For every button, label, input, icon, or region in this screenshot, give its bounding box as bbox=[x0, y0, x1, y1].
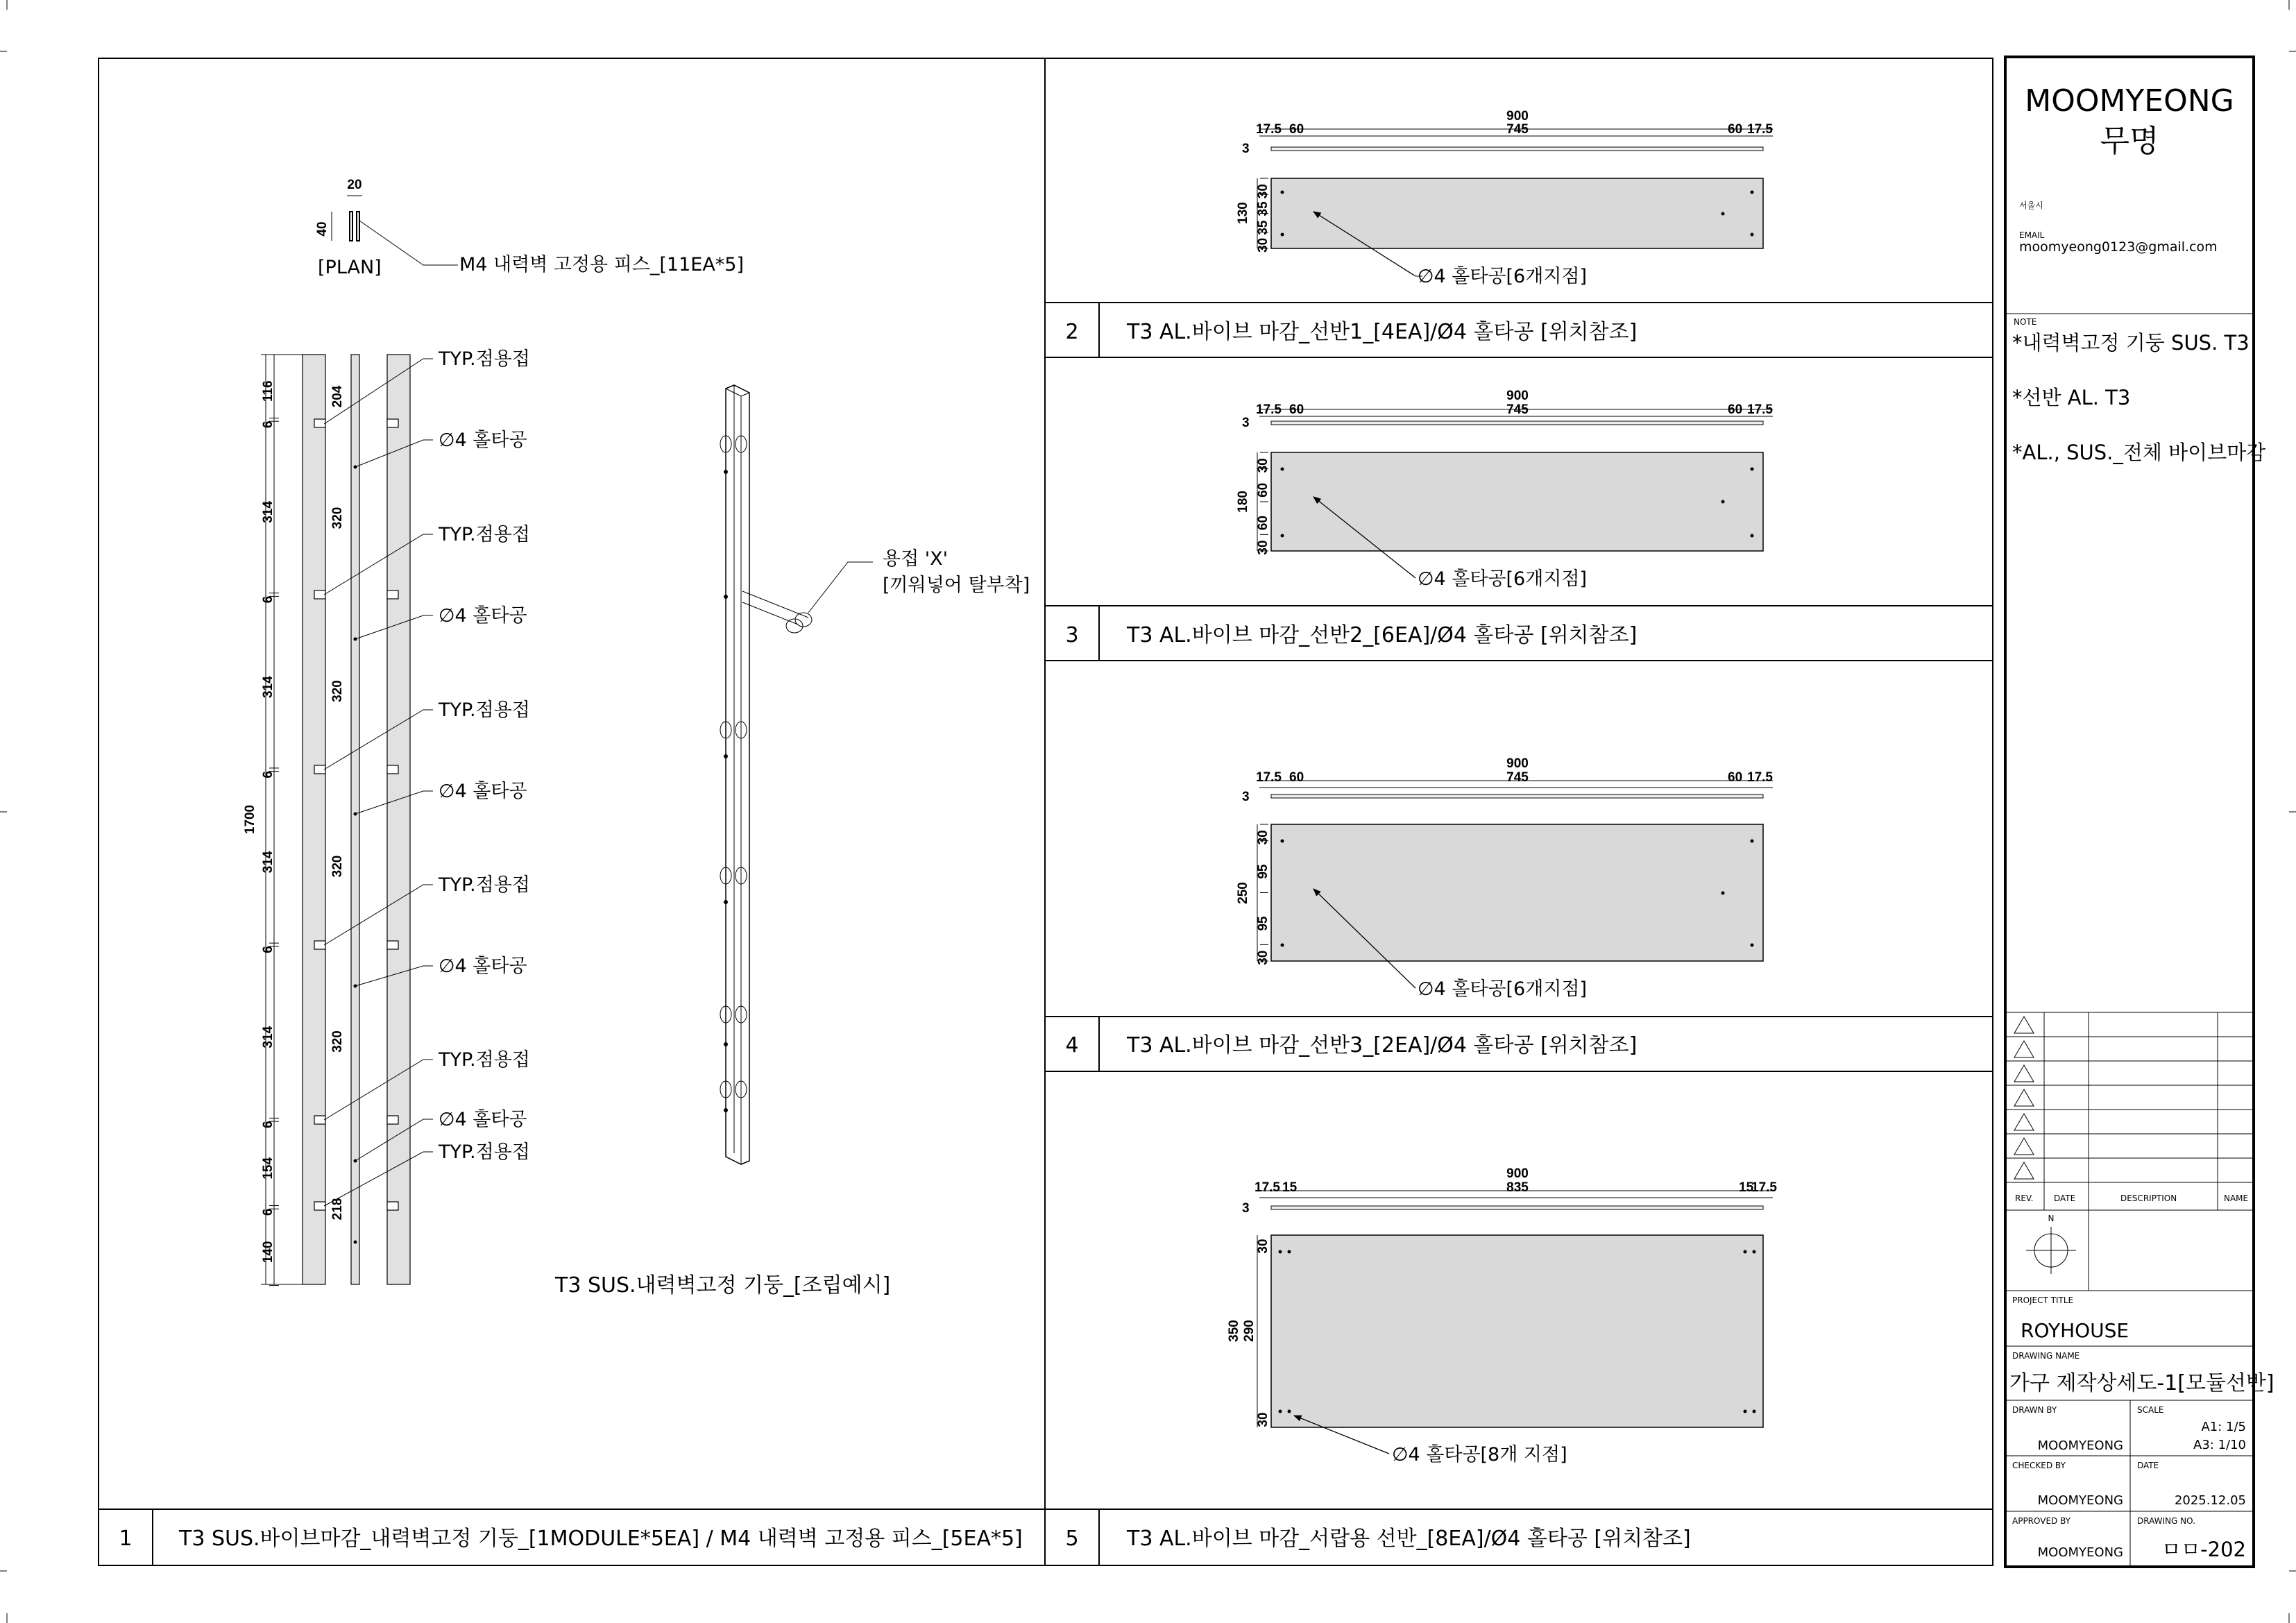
callout-2: TYP.점용접 bbox=[439, 524, 530, 545]
d5-dim-17b: 17.5 bbox=[1751, 1180, 1777, 1195]
north-label: N bbox=[2048, 1214, 2055, 1223]
callout-3: ∅4 홀타공 bbox=[439, 605, 527, 627]
title-block bbox=[2005, 83, 2274, 1567]
callout-5: ∅4 홀타공 bbox=[439, 781, 527, 802]
detail-3-number: 3 bbox=[1065, 623, 1079, 647]
detail3-side-dim-1: 60 bbox=[1256, 482, 1270, 498]
approved-by-label: APPROVED BY bbox=[2012, 1516, 2071, 1526]
drawing-no: ㅁㅁ-202 bbox=[2161, 1538, 2246, 1561]
detail-1-number: 1 bbox=[119, 1527, 133, 1551]
mid-dim-5: 218 bbox=[330, 1198, 345, 1221]
d2-dim-60: 60 bbox=[1289, 122, 1304, 137]
detail-2 bbox=[1065, 109, 1773, 344]
detail-3-title: T3 AL.바이브 마감_선반2_[6EA]/Ø4 홀타공 [위치참조] bbox=[1127, 623, 1638, 647]
d5-inner-height: 290 bbox=[1242, 1320, 1257, 1342]
checked-by-label: CHECKED BY bbox=[2012, 1461, 2066, 1470]
left-dim-11: 6 bbox=[261, 1208, 275, 1216]
detail-4-title: T3 AL.바이브 마감_선반3_[2EA]/Ø4 홀타공 [위치참조] bbox=[1127, 1033, 1638, 1057]
north-arrow bbox=[2026, 1210, 2089, 1291]
detail2-side-dim-1: 35 bbox=[1256, 201, 1270, 216]
assembly-example bbox=[554, 385, 1030, 1298]
d4-dim-17: 17.5 bbox=[1256, 770, 1282, 785]
note-3: *AL., SUS._전체 바이브마감 bbox=[2012, 441, 2266, 464]
callout-8: TYP.점용접 bbox=[439, 1049, 530, 1071]
rev-header: REV. bbox=[2015, 1193, 2034, 1203]
project-title-label: PROJECT TITLE bbox=[2012, 1295, 2074, 1305]
d3-dim-60: 60 bbox=[1289, 402, 1304, 417]
drawing-name-label: DRAWING NAME bbox=[2012, 1351, 2080, 1361]
detail4-side-dim-2: 95 bbox=[1256, 916, 1270, 931]
date-value: 2025.12.05 bbox=[2174, 1493, 2246, 1508]
detail5-side-dim-1: 30 bbox=[1256, 1412, 1270, 1427]
left-dim-1: 6 bbox=[261, 420, 275, 429]
address: 서울시 bbox=[2019, 201, 2043, 210]
d5-dim-17: 17.5 bbox=[1255, 1180, 1280, 1195]
d5-dim-835: 835 bbox=[1506, 1180, 1529, 1195]
detail-5 bbox=[1065, 1166, 1777, 1551]
d3-dim-900: 900 bbox=[1506, 389, 1529, 403]
detail5-side-dim-0: 30 bbox=[1256, 1239, 1270, 1254]
revision-table bbox=[2005, 1012, 2254, 1210]
left-dim-6: 314 bbox=[261, 851, 275, 874]
d4-height: 250 bbox=[1236, 882, 1250, 904]
mid-dim-0: 204 bbox=[330, 385, 345, 408]
weld-callout-2: [끼워넣어 탈부착] bbox=[883, 575, 1030, 596]
d2-dim-17b: 17.5 bbox=[1747, 122, 1773, 137]
drawing-no-label: DRAWING NO. bbox=[2137, 1516, 2195, 1526]
drawn-by-label: DRAWN BY bbox=[2012, 1405, 2057, 1415]
detail-1-title: T3 SUS.바이브마감_내력벽고정 기둥_[1MODULE*5EA] / M4 내력벽 고정용 피스_[5EA*5] bbox=[179, 1527, 1023, 1551]
d4-dim-900: 900 bbox=[1506, 756, 1529, 771]
d5-dim-15b: 15 bbox=[1739, 1180, 1754, 1195]
mid-dim-2: 320 bbox=[330, 680, 345, 702]
d3-height: 180 bbox=[1236, 491, 1250, 513]
d4-dim-745: 745 bbox=[1506, 770, 1529, 785]
left-dim-12: 140 bbox=[261, 1241, 275, 1264]
company-name-en: MOOMYEONG bbox=[2025, 83, 2234, 119]
detail4-side-dim-0: 30 bbox=[1256, 830, 1270, 845]
approved-by: MOOMYEONG bbox=[2037, 1545, 2123, 1560]
shelf-side-dimensions bbox=[1256, 178, 1270, 1427]
left-dim-3: 6 bbox=[261, 595, 275, 604]
mid-dim-1: 320 bbox=[330, 507, 345, 529]
left-dim-8: 314 bbox=[261, 1026, 275, 1048]
d5-hole-callout: ∅4 홀타공[8개 지점] bbox=[1392, 1444, 1567, 1465]
scale-label: SCALE bbox=[2137, 1405, 2164, 1415]
d2-dim-900: 900 bbox=[1506, 109, 1529, 124]
date-label: DATE bbox=[2137, 1461, 2159, 1470]
left-dim-2: 314 bbox=[261, 501, 275, 523]
d3-dim-17: 17.5 bbox=[1256, 402, 1282, 417]
note-label: NOTE bbox=[2014, 317, 2037, 327]
drawing-name: 가구 제작상세도-1[모듈선반] bbox=[2009, 1371, 2274, 1395]
d3-dim-745: 745 bbox=[1506, 402, 1529, 417]
callout-1: ∅4 홀타공 bbox=[439, 430, 527, 451]
detail2-side-dim-2: 35 bbox=[1256, 220, 1270, 235]
detail4-side-dim-3: 30 bbox=[1256, 950, 1270, 965]
screw-callout: M4 내력벽 고정용 피스_[11EA*5] bbox=[459, 254, 745, 275]
description-header: DESCRIPTION bbox=[2120, 1193, 2177, 1203]
d4-dim-17b: 17.5 bbox=[1747, 770, 1773, 785]
left-dim-0: 116 bbox=[261, 380, 275, 402]
note-1: *내력벽고정 기둥 SUS. T3 bbox=[2012, 331, 2250, 355]
plan-label: [PLAN] bbox=[318, 257, 382, 278]
sheet-frame bbox=[99, 57, 2254, 1567]
d4-dim-60b: 60 bbox=[1728, 770, 1743, 785]
email: moomyeong0123@gmail.com bbox=[2019, 239, 2218, 255]
scale-a1: A1: 1/5 bbox=[2201, 1420, 2246, 1434]
d4-hole-callout: ∅4 홀타공[6개지점] bbox=[1418, 978, 1588, 1000]
d5-dim-15: 15 bbox=[1282, 1180, 1298, 1195]
d2-hole-callout: ∅4 홀타공[6개지점] bbox=[1418, 266, 1588, 287]
plan-dim-width: 20 bbox=[347, 178, 362, 192]
d3-thk: 3 bbox=[1242, 416, 1250, 430]
detail-1-title-row bbox=[99, 1509, 1045, 1565]
left-dim-4: 314 bbox=[261, 676, 275, 699]
callout-9: ∅4 홀타공 bbox=[439, 1109, 527, 1130]
d4-dim-60: 60 bbox=[1289, 770, 1304, 785]
detail-5-number: 5 bbox=[1065, 1527, 1079, 1551]
detail2-side-dim-3: 30 bbox=[1256, 237, 1270, 253]
d4-thk: 3 bbox=[1242, 790, 1250, 804]
d2-thk: 3 bbox=[1242, 142, 1250, 156]
d5-thk: 3 bbox=[1242, 1201, 1250, 1216]
left-dimension-chain bbox=[261, 355, 279, 1286]
company-name-ko: 무명 bbox=[2100, 124, 2159, 159]
detail3-side-dim-0: 30 bbox=[1256, 458, 1270, 473]
left-dim-10: 154 bbox=[261, 1157, 275, 1180]
detail-2-number: 2 bbox=[1065, 320, 1079, 344]
plan-dim-height: 40 bbox=[315, 221, 330, 237]
mid-dim-4: 320 bbox=[330, 1030, 345, 1053]
callout-6: TYP.점용접 bbox=[439, 874, 530, 896]
drawn-by: MOOMYEONG bbox=[2037, 1438, 2123, 1453]
project-title: ROYHOUSE bbox=[2021, 1319, 2129, 1342]
detail-4-number: 4 bbox=[1065, 1033, 1079, 1057]
column-elevation bbox=[243, 355, 410, 1284]
detail-3 bbox=[1065, 389, 1773, 647]
d2-dim-60b: 60 bbox=[1728, 122, 1743, 137]
d3-hole-callout: ∅4 홀타공[6개지점] bbox=[1418, 568, 1588, 590]
weld-callout-1: 용접 'X' bbox=[883, 548, 949, 570]
scale-a3: A3: 1/10 bbox=[2193, 1438, 2246, 1452]
note-2: *선반 AL. T3 bbox=[2012, 386, 2131, 409]
d5-dim-900: 900 bbox=[1506, 1166, 1529, 1181]
d2-height: 130 bbox=[1236, 202, 1250, 224]
callout-7: ∅4 홀타공 bbox=[439, 955, 527, 977]
left-dim-9: 6 bbox=[261, 1121, 275, 1129]
callout-10: TYP.점용접 bbox=[439, 1141, 530, 1163]
detail3-side-dim-3: 30 bbox=[1256, 540, 1270, 555]
detail2-side-dim-0: 30 bbox=[1256, 184, 1270, 199]
detail-4 bbox=[1065, 756, 1773, 1057]
d3-dim-60b: 60 bbox=[1728, 402, 1743, 417]
detail4-side-dim-1: 95 bbox=[1256, 864, 1270, 879]
d2-dim-17: 17.5 bbox=[1256, 122, 1282, 137]
detail-2-title: T3 AL.바이브 마감_선반1_[4EA]/Ø4 홀타공 [위치참조] bbox=[1127, 320, 1638, 344]
assembly-caption: T3 SUS.내력벽고정 기둥_[조립예시] bbox=[555, 1273, 891, 1298]
callout-0: TYP.점용접 bbox=[439, 348, 530, 370]
checked-by: MOOMYEONG bbox=[2037, 1493, 2123, 1508]
d3-dim-17b: 17.5 bbox=[1747, 402, 1773, 417]
callout-4: TYP.점용접 bbox=[439, 699, 530, 721]
detail3-side-dim-2: 60 bbox=[1256, 516, 1270, 531]
d2-dim-745: 745 bbox=[1506, 122, 1529, 137]
date-header: DATE bbox=[2054, 1193, 2076, 1203]
d5-height: 350 bbox=[1227, 1320, 1241, 1342]
total-dim: 1700 bbox=[243, 804, 257, 835]
email-label: EMAIL bbox=[2019, 230, 2045, 240]
mid-dim-3: 320 bbox=[330, 855, 345, 878]
name-header: NAME bbox=[2224, 1193, 2249, 1203]
middle-dimension-chain bbox=[330, 385, 345, 1220]
detail-5-title: T3 AL.바이브 마감_서랍용 선반_[8EA]/Ø4 홀타공 [위치참조] bbox=[1127, 1527, 1691, 1551]
left-dim-5: 6 bbox=[261, 770, 275, 779]
left-dim-7: 6 bbox=[261, 946, 275, 953]
plan-view bbox=[315, 178, 744, 278]
